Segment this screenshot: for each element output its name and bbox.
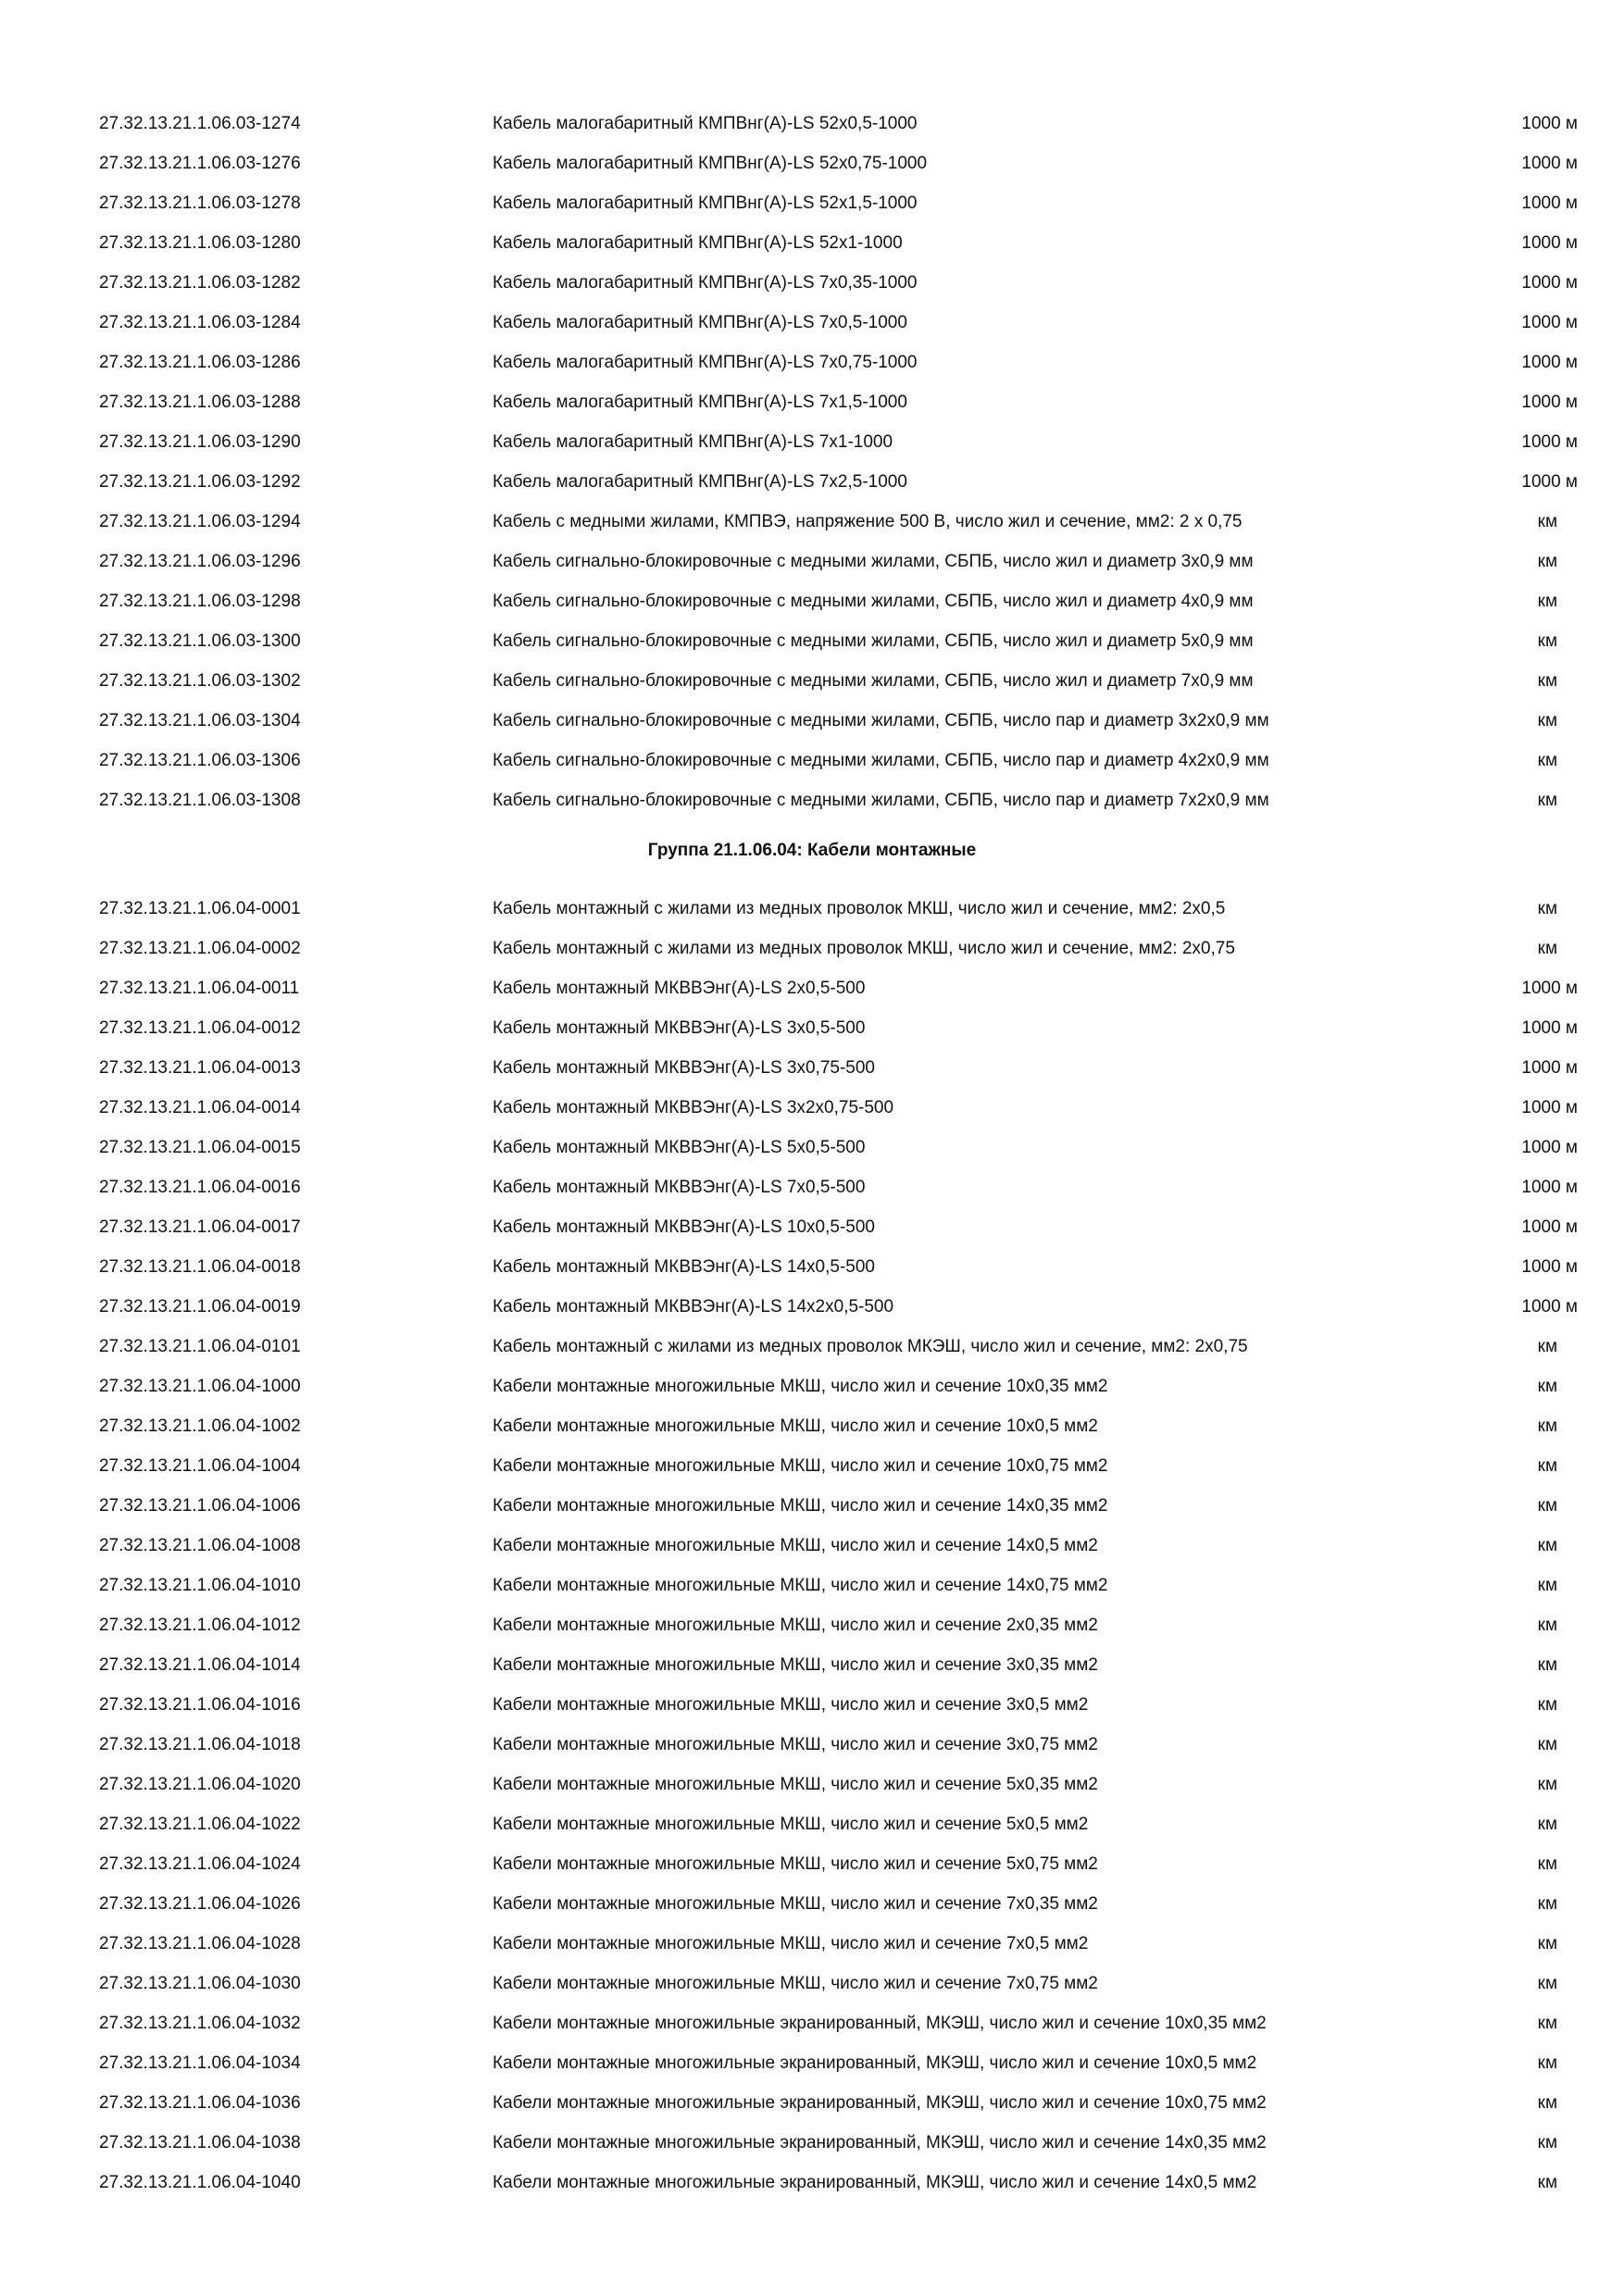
item-unit: км <box>1537 631 1557 651</box>
item-code: 27.32.13.21.1.06.04-0016 <box>99 1178 301 1197</box>
item-unit: км <box>1537 512 1557 531</box>
item-code: 27.32.13.21.1.06.04-1016 <box>99 1695 301 1715</box>
item-name: Кабель монтажный МКВВЭнг(А)-LS 2х0,5-500 <box>493 979 866 998</box>
item-code: 27.32.13.21.1.06.03-1308 <box>99 791 301 810</box>
item-unit: 1000 м <box>1521 1297 1578 1316</box>
table-row <box>0 1645 1624 1685</box>
item-code: 27.32.13.21.1.06.04-1024 <box>99 1854 301 1874</box>
table-row <box>0 1287 1624 1327</box>
item-unit: км <box>1537 1337 1557 1356</box>
item-unit: км <box>1537 1377 1557 1396</box>
item-name: Кабели монтажные многожильные МКШ, число жил и сечение 3х0,75 мм2 <box>493 1735 1098 1754</box>
item-code: 27.32.13.21.1.06.04-0001 <box>99 899 301 918</box>
table-row <box>0 2163 1624 2202</box>
table-row <box>0 1725 1624 1765</box>
table-row <box>0 183 1624 223</box>
item-unit: км <box>1537 1854 1557 1874</box>
item-name: Кабель сигнально-блокировочные с медными жилами, СБПБ, число жил и диаметр 5х0,9 мм <box>493 631 1254 651</box>
item-unit: км <box>1537 1616 1557 1635</box>
item-code: 27.32.13.21.1.06.03-1302 <box>99 671 301 691</box>
item-unit: 1000 м <box>1521 233 1578 253</box>
item-code: 27.32.13.21.1.06.04-0011 <box>99 979 300 998</box>
table-row <box>0 889 1624 929</box>
item-code: 27.32.13.21.1.06.03-1282 <box>99 273 301 293</box>
item-code: 27.32.13.21.1.06.03-1280 <box>99 233 301 253</box>
table-row <box>0 1605 1624 1645</box>
item-unit: 1000 м <box>1521 1058 1578 1078</box>
item-code: 27.32.13.21.1.06.03-1306 <box>99 751 301 770</box>
item-name: Кабели монтажные многожильные МКШ, число жил и сечение 7х0,5 мм2 <box>493 1934 1089 1953</box>
item-name: Кабель малогабаритный КМПВнг(А)-LS 7х1-1000 <box>493 432 893 452</box>
item-code: 27.32.13.21.1.06.04-1032 <box>99 2014 301 2033</box>
item-unit: 1000 м <box>1521 1138 1578 1157</box>
table-row <box>0 343 1624 382</box>
item-name: Кабель монтажный с жилами из медных проволок МКШ, число жил и сечение, мм2: 2х0,75 <box>493 939 1235 958</box>
table-row <box>0 1964 1624 2003</box>
item-unit: км <box>1537 1735 1557 1754</box>
item-unit: км <box>1537 552 1557 571</box>
item-code: 27.32.13.21.1.06.04-1000 <box>99 1377 301 1396</box>
item-name: Кабели монтажные многожильные МКШ, число жил и сечение 10х0,75 мм2 <box>493 1456 1108 1476</box>
item-name: Кабели монтажные многожильные МКШ, число жил и сечение 7х0,35 мм2 <box>493 1894 1098 1914</box>
item-unit: км <box>1537 2093 1557 2113</box>
item-unit: 1000 м <box>1521 193 1578 213</box>
item-unit: 1000 м <box>1521 1257 1578 1277</box>
table-row <box>0 1526 1624 1566</box>
item-name: Кабель малогабаритный КМПВнг(А)-LS 7х0,75-1000 <box>493 353 918 372</box>
table-row <box>0 462 1624 502</box>
table-row <box>0 1327 1624 1366</box>
item-name: Кабель монтажный МКВВЭнг(А)-LS 3х2х0,75-500 <box>493 1098 894 1117</box>
item-code: 27.32.13.21.1.06.04-0013 <box>99 1058 301 1078</box>
item-name: Кабель сигнально-блокировочные с медными жилами, СБПБ, число пар и диаметр 3х2х0,9 мм <box>493 711 1269 730</box>
item-unit: км <box>1537 1934 1557 1953</box>
table-row <box>0 2043 1624 2083</box>
item-name: Кабели монтажные многожильные МКШ, число жил и сечение 3х0,5 мм2 <box>493 1695 1089 1715</box>
item-code: 27.32.13.21.1.06.04-0012 <box>99 1018 301 1038</box>
item-code: 27.32.13.21.1.06.03-1274 <box>99 114 301 133</box>
item-name: Кабель сигнально-блокировочные с медными жилами, СБПБ, число пар и диаметр 4х2х0,9 мм <box>493 751 1269 770</box>
table-row <box>0 1486 1624 1526</box>
item-unit: км <box>1537 1456 1557 1476</box>
table-row <box>0 1765 1624 1804</box>
table-row <box>0 1167 1624 1207</box>
table-row <box>0 542 1624 581</box>
table-row <box>0 1924 1624 1964</box>
section-04-rows <box>0 889 1624 2202</box>
item-unit: км <box>1537 2053 1557 2073</box>
item-unit: км <box>1537 1695 1557 1715</box>
group-heading-text: Группа 21.1.06.04: Кабели монтажные <box>647 841 977 860</box>
item-code: 27.32.13.21.1.06.04-1020 <box>99 1775 301 1794</box>
group-heading <box>0 820 1624 889</box>
item-unit: 1000 м <box>1521 353 1578 372</box>
item-unit: км <box>1537 1815 1557 1834</box>
table-row <box>0 422 1624 462</box>
item-name: Кабель сигнально-блокировочные с медными жилами, СБПБ, число пар и диаметр 7х2х0,9 мм <box>493 791 1269 810</box>
item-code: 27.32.13.21.1.06.03-1298 <box>99 592 301 611</box>
item-name: Кабель малогабаритный КМПВнг(А)-LS 52х0,75-1000 <box>493 154 928 173</box>
table-row <box>0 104 1624 144</box>
item-code: 27.32.13.21.1.06.04-0018 <box>99 1257 301 1277</box>
item-name: Кабели монтажные многожильные МКШ, число жил и сечение 5х0,35 мм2 <box>493 1775 1098 1794</box>
item-unit: 1000 м <box>1521 1098 1578 1117</box>
item-name: Кабель монтажный МКВВЭнг(А)-LS 14х2х0,5-500 <box>493 1297 894 1316</box>
item-code: 27.32.13.21.1.06.04-0015 <box>99 1138 301 1157</box>
item-code: 27.32.13.21.1.06.04-1018 <box>99 1735 301 1754</box>
item-name: Кабели монтажные многожильные МКШ, число жил и сечение 10х0,35 мм2 <box>493 1377 1108 1396</box>
item-code: 27.32.13.21.1.06.04-1040 <box>99 2173 301 2192</box>
item-unit: км <box>1537 711 1557 730</box>
item-name: Кабель сигнально-блокировочные с медными жилами, СБПБ, число жил и диаметр 4х0,9 мм <box>493 592 1254 611</box>
item-name: Кабель малогабаритный КМПВнг(А)-LS 52х1,5-1000 <box>493 193 918 213</box>
item-code: 27.32.13.21.1.06.03-1304 <box>99 711 301 730</box>
item-name: Кабель монтажный МКВВЭнг(А)-LS 14х0,5-500 <box>493 1257 875 1277</box>
item-unit: км <box>1537 1496 1557 1516</box>
item-code: 27.32.13.21.1.06.04-1004 <box>99 1456 301 1476</box>
item-code: 27.32.13.21.1.06.04-1036 <box>99 2093 301 2113</box>
item-code: 27.32.13.21.1.06.04-1030 <box>99 1974 301 1993</box>
table-row <box>0 701 1624 741</box>
item-code: 27.32.13.21.1.06.03-1278 <box>99 193 301 213</box>
item-unit: км <box>1537 2014 1557 2033</box>
item-unit: 1000 м <box>1521 154 1578 173</box>
item-code: 27.32.13.21.1.06.03-1286 <box>99 353 301 372</box>
item-code: 27.32.13.21.1.06.04-1026 <box>99 1894 301 1914</box>
item-name: Кабель с медными жилами, КМПВЭ, напряжение 500 В, число жил и сечение, мм2: 2 х 0,75 <box>493 512 1243 531</box>
item-code: 27.32.13.21.1.06.04-1002 <box>99 1416 301 1436</box>
table-row <box>0 741 1624 780</box>
table-row <box>0 2123 1624 2163</box>
table-row <box>0 1566 1624 1605</box>
item-code: 27.32.13.21.1.06.04-1034 <box>99 2053 301 2073</box>
item-unit: км <box>1537 592 1557 611</box>
item-name: Кабель монтажный МКВВЭнг(А)-LS 3х0,75-500 <box>493 1058 875 1078</box>
item-code: 27.32.13.21.1.06.04-1006 <box>99 1496 301 1516</box>
item-unit: 1000 м <box>1521 979 1578 998</box>
item-name: Кабель малогабаритный КМПВнг(А)-LS 7х2,5-1000 <box>493 472 907 492</box>
table-row <box>0 1207 1624 1247</box>
item-code: 27.32.13.21.1.06.03-1290 <box>99 432 301 452</box>
item-name: Кабель монтажный с жилами из медных проволок МКЭШ, число жил и сечение, мм2: 2х0,75 <box>493 1337 1248 1356</box>
item-name: Кабели монтажные многожильные экранированный, МКЭШ, число жил и сечение 10х0,75 мм2 <box>493 2093 1267 2113</box>
item-name: Кабель малогабаритный КМПВнг(А)-LS 7х0,5-1000 <box>493 313 907 332</box>
item-code: 27.32.13.21.1.06.04-1038 <box>99 2133 301 2152</box>
item-unit: км <box>1537 1775 1557 1794</box>
item-code: 27.32.13.21.1.06.03-1292 <box>99 472 301 492</box>
item-name: Кабели монтажные многожильные МКШ, число жил и сечение 14х0,5 мм2 <box>493 1536 1098 1555</box>
table-row <box>0 1804 1624 1844</box>
item-unit: км <box>1537 1974 1557 1993</box>
item-unit: км <box>1537 1536 1557 1555</box>
table-row <box>0 1247 1624 1287</box>
item-code: 27.32.13.21.1.06.03-1300 <box>99 631 301 651</box>
item-name: Кабели монтажные многожильные экранированный, МКЭШ, число жил и сечение 14х0,35 мм2 <box>493 2133 1267 2152</box>
item-name: Кабели монтажные многожильные экранированный, МКЭШ, число жил и сечение 10х0,35 мм2 <box>493 2014 1267 2033</box>
table-row <box>0 223 1624 263</box>
item-unit: км <box>1537 671 1557 691</box>
table-row <box>0 1446 1624 1486</box>
item-code: 27.32.13.21.1.06.04-0002 <box>99 939 301 958</box>
item-unit: км <box>1537 2133 1557 2152</box>
item-name: Кабель монтажный с жилами из медных проволок МКШ, число жил и сечение, мм2: 2х0,5 <box>493 899 1226 918</box>
table-row <box>0 1048 1624 1088</box>
item-name: Кабель малогабаритный КМПВнг(А)-LS 52х0,5-1000 <box>493 114 918 133</box>
item-unit: 1000 м <box>1521 472 1578 492</box>
table-row <box>0 2083 1624 2123</box>
section-03-rows <box>0 104 1624 820</box>
item-unit: 1000 м <box>1521 273 1578 293</box>
item-name: Кабель сигнально-блокировочные с медными жилами, СБПБ, число жил и диаметр 7х0,9 мм <box>493 671 1254 691</box>
item-code: 27.32.13.21.1.06.04-0101 <box>99 1337 301 1356</box>
item-unit: км <box>1537 899 1557 918</box>
item-code: 27.32.13.21.1.06.04-1012 <box>99 1616 301 1635</box>
table-row <box>0 1366 1624 1406</box>
item-unit: 1000 м <box>1521 1217 1578 1237</box>
table-row <box>0 1406 1624 1446</box>
item-unit: км <box>1537 1655 1557 1675</box>
table-row <box>0 1008 1624 1048</box>
item-code: 27.32.13.21.1.06.04-0017 <box>99 1217 301 1237</box>
table-row <box>0 1685 1624 1725</box>
item-name: Кабели монтажные многожильные МКШ, число жил и сечение 7х0,75 мм2 <box>493 1974 1098 1993</box>
item-name: Кабели монтажные многожильные МКШ, число жил и сечение 5х0,75 мм2 <box>493 1854 1098 1874</box>
table-row <box>0 502 1624 542</box>
table-row <box>0 968 1624 1008</box>
item-code: 27.32.13.21.1.06.04-1010 <box>99 1576 301 1595</box>
item-code: 27.32.13.21.1.06.03-1288 <box>99 393 301 412</box>
item-unit: 1000 м <box>1521 1018 1578 1038</box>
item-name: Кабели монтажные многожильные МКШ, число жил и сечение 14х0,35 мм2 <box>493 1496 1108 1516</box>
item-unit: км <box>1537 2173 1557 2192</box>
price-list-table <box>0 104 1624 2202</box>
item-unit: 1000 м <box>1521 313 1578 332</box>
item-code: 27.32.13.21.1.06.03-1294 <box>99 512 301 531</box>
item-unit: км <box>1537 1576 1557 1595</box>
item-code: 27.32.13.21.1.06.04-1008 <box>99 1536 301 1555</box>
table-row <box>0 929 1624 968</box>
item-name: Кабели монтажные многожильные МКШ, число жил и сечение 5х0,5 мм2 <box>493 1815 1089 1834</box>
item-unit: 1000 м <box>1521 1178 1578 1197</box>
item-name: Кабель малогабаритный КМПВнг(А)-LS 52х1-1000 <box>493 233 903 253</box>
table-row <box>0 661 1624 701</box>
table-row <box>0 621 1624 661</box>
item-code: 27.32.13.21.1.06.03-1296 <box>99 552 301 571</box>
table-row <box>0 581 1624 621</box>
item-name: Кабели монтажные многожильные МКШ, число жил и сечение 10х0,5 мм2 <box>493 1416 1098 1436</box>
table-row <box>0 1128 1624 1167</box>
item-code: 27.32.13.21.1.06.04-1028 <box>99 1934 301 1953</box>
table-row <box>0 1884 1624 1924</box>
item-unit: 1000 м <box>1521 114 1578 133</box>
item-code: 27.32.13.21.1.06.03-1284 <box>99 313 301 332</box>
item-unit: км <box>1537 939 1557 958</box>
item-name: Кабели монтажные многожильные МКШ, число жил и сечение 14х0,75 мм2 <box>493 1576 1108 1595</box>
item-unit: 1000 м <box>1521 393 1578 412</box>
item-name: Кабели монтажные многожильные экранированный, МКЭШ, число жил и сечение 14х0,5 мм2 <box>493 2173 1257 2192</box>
item-name: Кабели монтажные многожильные МКШ, число жил и сечение 3х0,35 мм2 <box>493 1655 1098 1675</box>
table-row <box>0 303 1624 343</box>
table-row <box>0 2003 1624 2043</box>
item-code: 27.32.13.21.1.06.04-0014 <box>99 1098 301 1117</box>
item-name: Кабели монтажные многожильные экранированный, МКЭШ, число жил и сечение 10х0,5 мм2 <box>493 2053 1257 2073</box>
item-name: Кабели монтажные многожильные МКШ, число жил и сечение 2х0,35 мм2 <box>493 1616 1098 1635</box>
table-row <box>0 263 1624 303</box>
item-name: Кабель монтажный МКВВЭнг(А)-LS 5х0,5-500 <box>493 1138 866 1157</box>
item-name: Кабель монтажный МКВВЭнг(А)-LS 7х0,5-500 <box>493 1178 866 1197</box>
item-name: Кабель малогабаритный КМПВнг(А)-LS 7х1,5-1000 <box>493 393 907 412</box>
item-name: Кабель малогабаритный КМПВнг(А)-LS 7х0,35-1000 <box>493 273 918 293</box>
item-unit: км <box>1537 1894 1557 1914</box>
table-row <box>0 1088 1624 1128</box>
item-unit: км <box>1537 1416 1557 1436</box>
item-code: 27.32.13.21.1.06.04-0019 <box>99 1297 301 1316</box>
item-name: Кабель монтажный МКВВЭнг(А)-LS 10х0,5-500 <box>493 1217 875 1237</box>
item-unit: 1000 м <box>1521 432 1578 452</box>
item-code: 27.32.13.21.1.06.04-1014 <box>99 1655 301 1675</box>
item-unit: км <box>1537 791 1557 810</box>
table-row <box>0 780 1624 820</box>
table-row <box>0 1844 1624 1884</box>
item-name: Кабель сигнально-блокировочные с медными жилами, СБПБ, число жил и диаметр 3х0,9 мм <box>493 552 1254 571</box>
table-row <box>0 382 1624 422</box>
item-name: Кабель монтажный МКВВЭнг(А)-LS 3х0,5-500 <box>493 1018 866 1038</box>
item-code: 27.32.13.21.1.06.04-1022 <box>99 1815 301 1834</box>
table-row <box>0 144 1624 183</box>
item-unit: км <box>1537 751 1557 770</box>
item-code: 27.32.13.21.1.06.03-1276 <box>99 154 301 173</box>
